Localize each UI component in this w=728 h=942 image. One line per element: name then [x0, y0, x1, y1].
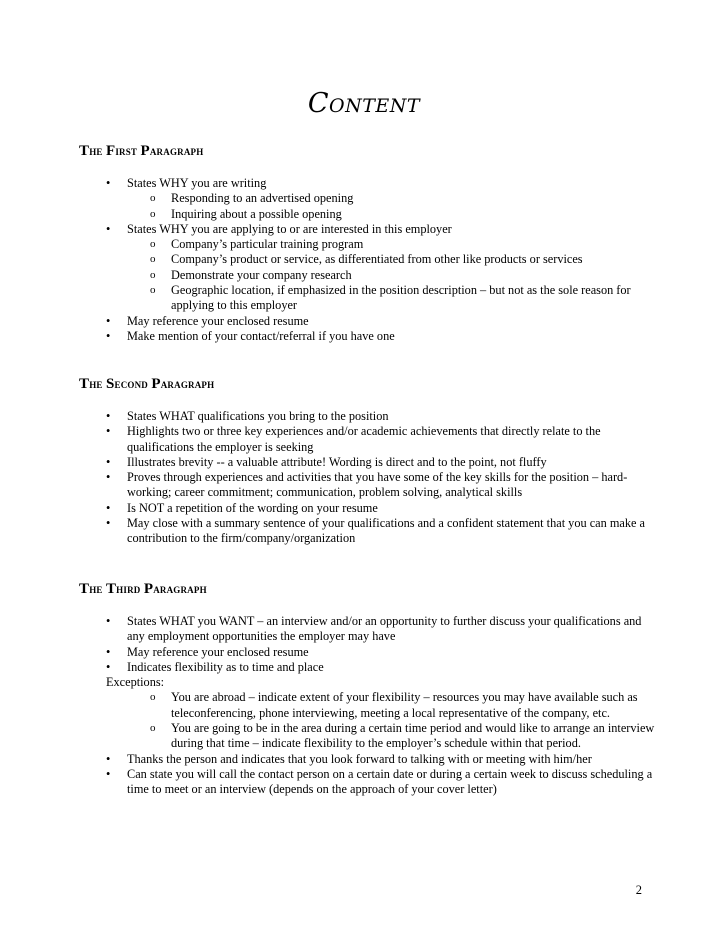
- list-item: • Make mention of your contact/referral if you have one: [79, 329, 659, 344]
- exceptions-label: Exceptions:: [106, 675, 165, 690]
- list-item: • Proves through experiences and activities that you have some of the key skills for the position – hard-working; career commitment; communication, problem solving, analytical skills: [79, 470, 659, 501]
- sub-list-item: o You are abroad – indicate extent of your flexibility – resources you may have available such as teleconferencing, phone interviewing, meeting a local representative of the company, etc.: [79, 690, 659, 721]
- list-item: • May reference your enclosed resume: [79, 314, 659, 329]
- sub-list-item: o Company’s product or service, as differentiated from other like products or services: [79, 252, 659, 267]
- list-item: • States WHY you are writing: [79, 176, 659, 191]
- list-item: • May reference your enclosed resume: [79, 645, 659, 660]
- list-item: • Highlights two or three key experiences and/or academic achievements that directly relate to the qualifications the employer is seeking: [79, 424, 659, 455]
- sub-list-item: o Demonstrate your company research: [79, 268, 659, 283]
- section-first-paragraph: [79, 143, 659, 344]
- sub-list-item: o Responding to an advertised opening: [79, 191, 659, 206]
- sub-list-item: o You are going to be in the area during a certain time period and would like to arrange an interview during that time – indicate flexibility to the employer’s schedule within that period.: [79, 721, 659, 752]
- sub-list-item: o Company’s particular training program: [79, 237, 659, 252]
- bullet-list: [79, 409, 659, 547]
- sub-list-item: o Geographic location, if emphasized in the position description – but not as the sole reason for applying to this employer: [79, 283, 659, 314]
- bullet-list: [79, 176, 659, 344]
- list-item: • May close with a summary sentence of your qualifications and a confident statement that you can make a contribution to the firm/company/organization: [79, 516, 659, 547]
- list-item: • States WHAT qualifications you bring to the position: [79, 409, 659, 424]
- section-second-paragraph: [79, 376, 659, 547]
- section-heading: The First Paragraph: [79, 143, 204, 159]
- section-heading: The Third Paragraph: [79, 581, 207, 597]
- list-item: • Indicates flexibility as to time and place: [79, 660, 659, 675]
- list-item: • Can state you will call the contact person on a certain date or during a certain week to discuss scheduling a time to meet or an interview (depends on the approach of your cover letter): [79, 767, 659, 798]
- list-item: • States WHAT you WANT – an interview and/or an opportunity to further discuss your qualifications and any employment opportunities the employer may have: [79, 614, 659, 645]
- section-third-paragraph: [79, 581, 659, 798]
- list-item: • Illustrates brevity -- a valuable attribute! Wording is direct and to the point, not fluffy: [79, 455, 659, 470]
- list-item: • Is NOT a repetition of the wording on your resume: [79, 501, 659, 516]
- list-item: • Thanks the person and indicates that you look forward to talking with or meeting with him/her: [79, 752, 659, 767]
- section-heading: The Second Paragraph: [79, 376, 215, 392]
- sub-list-item: o Inquiring about a possible opening: [79, 207, 659, 222]
- list-item: • States WHY you are applying to or are interested in this employer: [79, 222, 659, 237]
- page-title: Content: [307, 88, 421, 119]
- bullet-list: [79, 614, 659, 798]
- page-number: 2: [635, 883, 642, 897]
